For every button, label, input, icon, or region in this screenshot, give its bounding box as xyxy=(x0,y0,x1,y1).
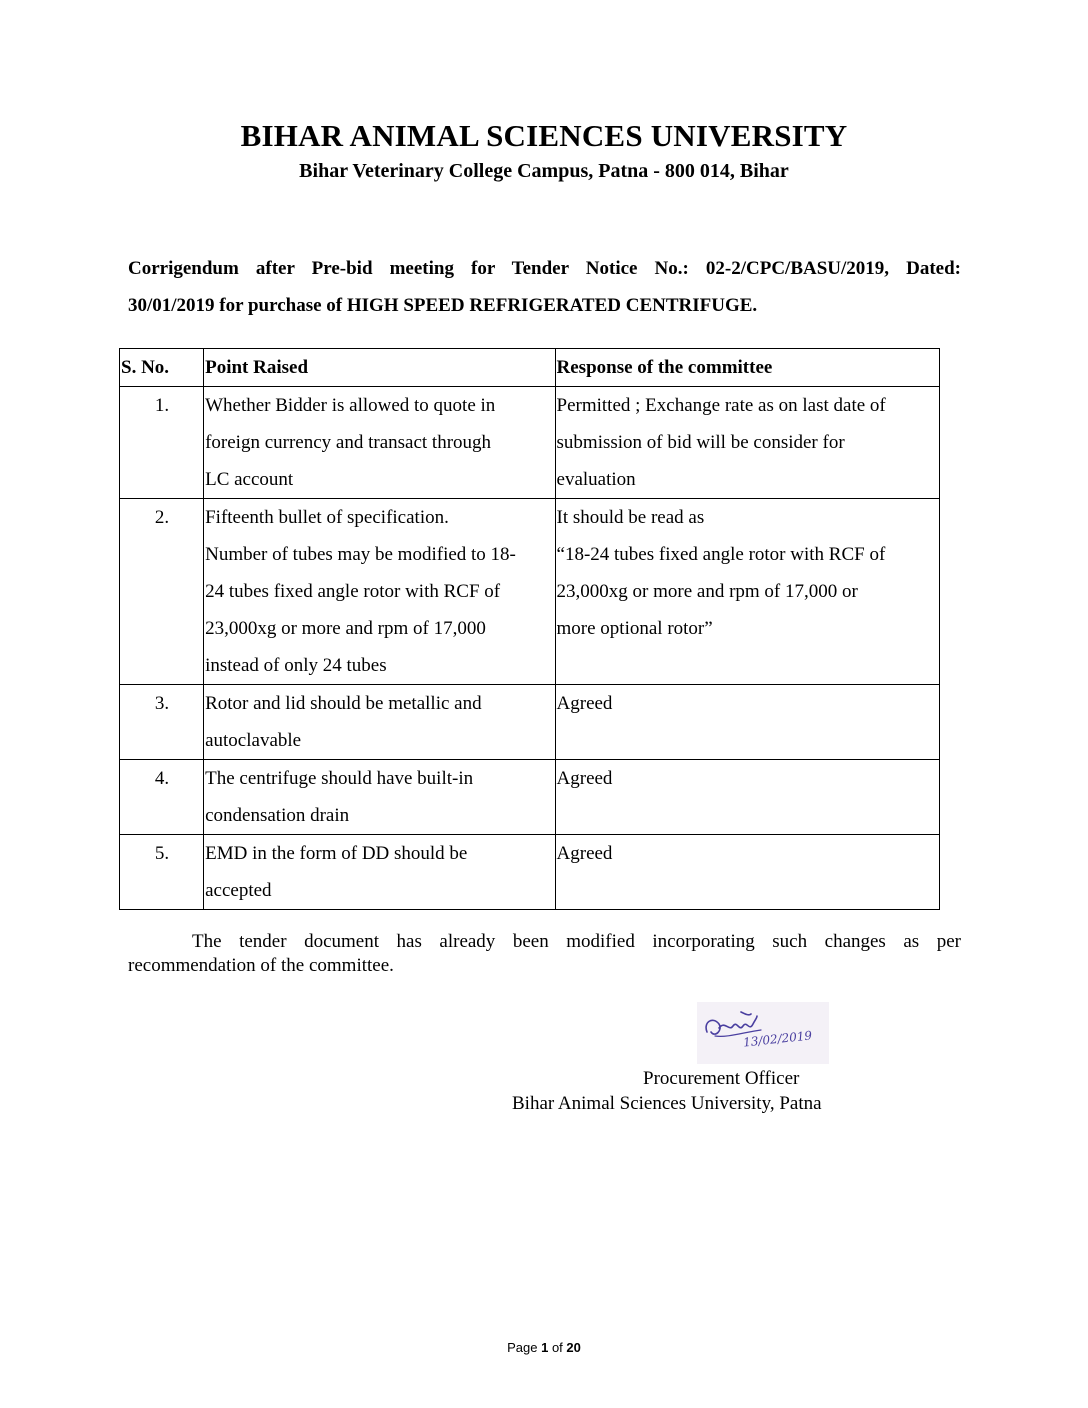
cell-line: condensation drain xyxy=(205,805,350,826)
officer-designation: Procurement Officer xyxy=(643,1068,800,1089)
page-number xyxy=(0,1340,1088,1355)
cell-response xyxy=(555,760,939,835)
cell-point-raised xyxy=(204,760,555,835)
corrigendum-heading xyxy=(128,250,961,324)
table-header-row xyxy=(120,349,940,387)
cell-line: EMD in the form of DD should be xyxy=(205,843,468,864)
cell-line: Number of tubes may be modified to 18- xyxy=(205,544,516,565)
page-separator: of xyxy=(551,1340,563,1355)
cell-line: LC account xyxy=(205,469,294,490)
header-response: Response of the committee xyxy=(555,349,939,387)
cell-line: instead of only 24 tubes xyxy=(205,655,387,676)
cell-line: autoclavable xyxy=(205,730,302,751)
cell-line: more optional rotor” xyxy=(556,618,713,639)
cell-line: Permitted ; Exchange rate as on last date of xyxy=(556,395,886,416)
cell-sno: 3. xyxy=(120,685,204,760)
note-line: The tender document has already been modified incorporating such changes as per xyxy=(192,931,961,952)
cell-sno: 5. xyxy=(120,835,204,910)
table-row xyxy=(120,760,940,835)
university-title: BIHAR ANIMAL SCIENCES UNIVERSITY xyxy=(240,118,848,153)
cell-line: evaluation xyxy=(556,469,636,490)
handwritten-signature xyxy=(697,1002,829,1064)
page-prefix: Page xyxy=(507,1340,538,1355)
header-point-raised: Point Raised xyxy=(204,349,555,387)
cell-response xyxy=(555,685,939,760)
cell-line: Agreed xyxy=(556,693,613,714)
note-line: recommendation of the committee. xyxy=(128,955,394,976)
cell-line: It should be read as xyxy=(556,507,705,528)
table-body xyxy=(120,387,940,910)
cell-sno: 4. xyxy=(120,760,204,835)
cell-line: 23,000xg or more and rpm of 17,000 or xyxy=(556,581,858,602)
cell-sno: 1. xyxy=(120,387,204,499)
table-row xyxy=(120,685,940,760)
cell-response xyxy=(555,387,939,499)
cell-line: 24 tubes fixed angle rotor with RCF of xyxy=(205,581,501,602)
cell-line: The centrifuge should have built-in xyxy=(205,768,474,789)
heading-line: Corrigendum after Pre-bid meeting for Tender Notice No.: 02-2/CPC/BASU/2019, Dated: xyxy=(128,258,961,279)
cell-line: Agreed xyxy=(556,843,613,864)
cell-line: Rotor and lid should be metallic and xyxy=(205,693,482,714)
heading-line: 30/01/2019 for purchase of HIGH SPEED REFRIGERATED CENTRIFUGE. xyxy=(128,295,758,316)
cell-line: accepted xyxy=(205,880,272,901)
cell-point-raised xyxy=(204,835,555,910)
cell-sno: 2. xyxy=(120,499,204,685)
cell-line: Whether Bidder is allowed to quote in xyxy=(205,395,496,416)
cell-response xyxy=(555,835,939,910)
cell-response xyxy=(555,499,939,685)
university-address: Bihar Veterinary College Campus, Patna - 800 014, Bihar xyxy=(299,160,789,182)
cell-line: foreign currency and transact through xyxy=(205,432,492,453)
cell-line: Fifteenth bullet of specification. xyxy=(205,507,449,528)
cell-line: “18-24 tubes fixed angle rotor with RCF of xyxy=(556,544,886,565)
cell-line: submission of bid will be consider for xyxy=(556,432,845,453)
cell-point-raised xyxy=(204,499,555,685)
page-total: 20 xyxy=(566,1340,581,1355)
table-row xyxy=(120,835,940,910)
cell-point-raised xyxy=(204,387,555,499)
header-sno: S. No. xyxy=(120,349,204,387)
table-row xyxy=(120,387,940,499)
page-current: 1 xyxy=(541,1340,549,1355)
cell-point-raised xyxy=(204,685,555,760)
cell-line: Agreed xyxy=(556,768,613,789)
officer-institution: Bihar Animal Sciences University, Patna xyxy=(512,1093,822,1114)
table-row xyxy=(120,499,940,685)
signature-date: 13/02/2019 xyxy=(742,1028,813,1050)
prebid-response-table xyxy=(119,348,940,910)
closing-note xyxy=(128,930,961,978)
cell-line: 23,000xg or more and rpm of 17,000 xyxy=(205,618,486,639)
